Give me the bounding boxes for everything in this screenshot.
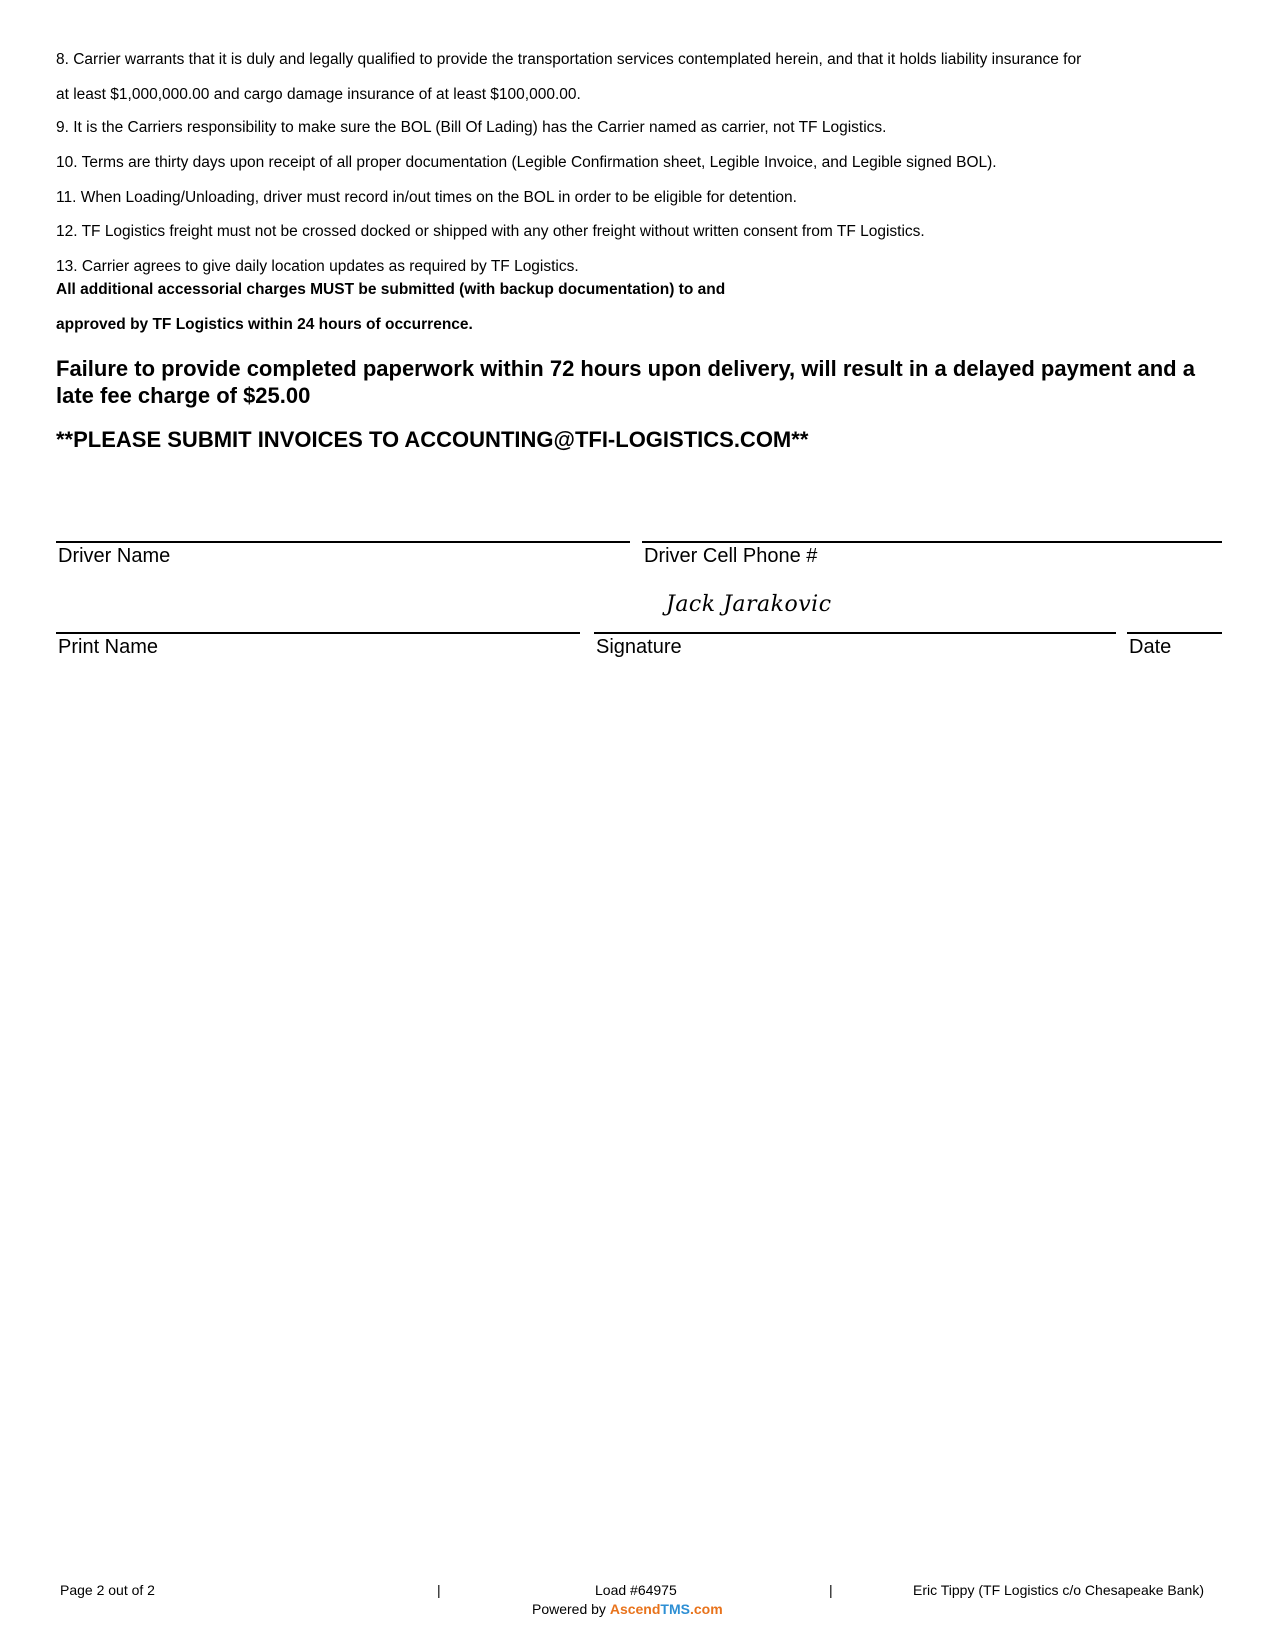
term-10: 10. Terms are thirty days upon receipt of all proper documentation (Legible Confirmation sheet, Legible Invoice, and Legible signed BOL). [56,154,997,171]
date-line[interactable] [1127,632,1222,634]
term-8-line-1: 8. Carrier warrants that it is duly and legally qualified to provide the transportation services contemplated herein, and that it holds liability insurance for [56,51,1082,68]
late-fee-warning: Failure to provide completed paperwork within 72 hours upon delivery, will result in a delayed payment and a late fee charge of $25.00 [56,356,1195,408]
term-9: 9. It is the Carriers responsibility to make sure the BOL (Bill Of Lading) has the Carrier named as carrier, not TF Logistics. [56,119,887,136]
brand-part-3: .com [689,1601,723,1617]
powered-by-label: Powered by [532,1601,606,1617]
signature-line[interactable] [594,632,1116,634]
driver-phone-label: Driver Cell Phone # [644,545,818,567]
driver-name-label: Driver Name [58,545,171,567]
brand-part-1: Ascend [609,1601,661,1617]
footer-contact: Eric Tippy (TF Logistics c/o Chesapeake Bank) [913,1582,1205,1598]
brand-part-2: TMS [660,1601,690,1617]
footer-separator-2: | [829,1582,833,1598]
footer-page-number: Page 2 out of 2 [60,1582,155,1598]
invoice-instruction: **PLEASE SUBMIT INVOICES TO ACCOUNTING@TFI-LOGISTICS.COM** [56,427,809,452]
date-label: Date [1129,636,1172,658]
term-12: 12. TF Logistics freight must not be crossed docked or shipped with any other freight without written consent from TF Logistics. [56,223,925,240]
signature-label: Signature [596,636,682,658]
term-8-line-2: at least $1,000,000.00 and cargo damage insurance of at least $100,000.00. [56,86,581,103]
print-name-line[interactable] [56,632,580,634]
accessorial-note-line-2: approved by TF Logistics within 24 hours of occurrence. [56,316,473,333]
print-name-label: Print Name [58,636,159,658]
driver-name-line[interactable] [56,541,630,543]
term-13: 13. Carrier agrees to give daily location updates as required by TF Logistics. [56,258,579,275]
signature-value: Jack Jarakovic [666,592,832,617]
footer-load-number: Load #64975 [595,1582,677,1598]
footer-powered-by [532,1601,723,1617]
driver-phone-line[interactable] [642,541,1222,543]
footer-separator-1: | [437,1582,441,1598]
accessorial-note-line-1: All additional accessorial charges MUST be submitted (with backup documentation) to and [56,281,726,298]
ascendtms-logo [610,1601,723,1617]
term-11: 11. When Loading/Unloading, driver must record in/out times on the BOL in order to be eligible for detention. [56,189,797,206]
